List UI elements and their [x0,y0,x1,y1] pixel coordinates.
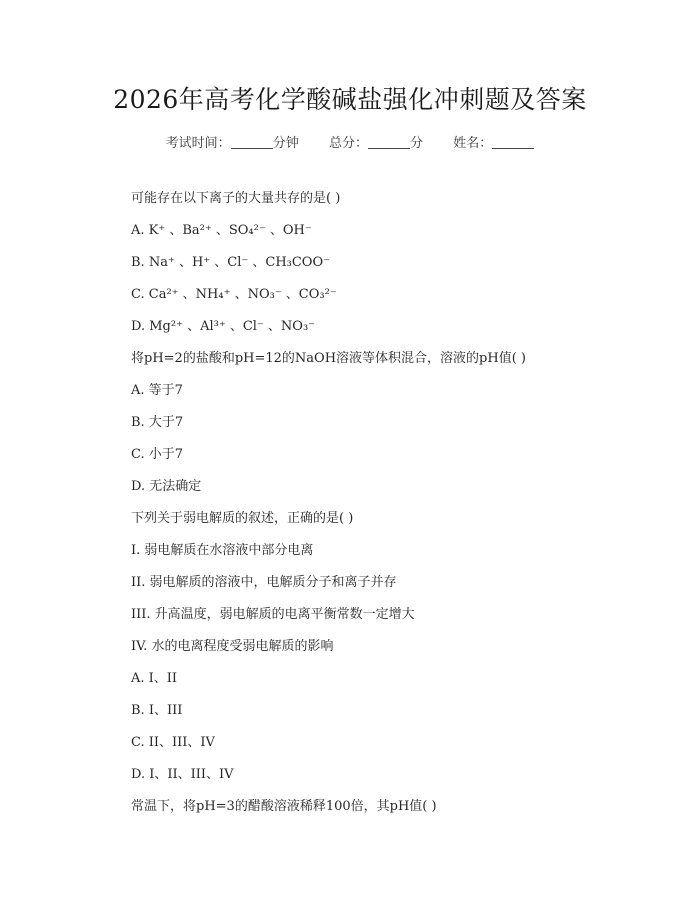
time-label: 考试时间： [165,136,231,151]
question-3-statement-3: III. 升高温度，弱电解质的电离平衡常数一定增大 [131,607,415,622]
question-3-stem: 下列关于弱电解质的叙述，正确的是( ) [131,511,354,526]
question-3-statement-4: IV. 水的电离程度受弱电解质的影响 [131,639,334,654]
page-title: 2026年高考化学酸碱盐强化冲刺题及答案 [113,85,587,114]
score-blank [368,138,410,149]
time-unit: 分钟 [272,136,299,151]
question-3-statement-1: I. 弱电解质在水溶液中部分电离 [131,543,314,558]
question-2-stem: 将pH=2的盐酸和pH=12的NaOH溶液等体积混合，溶液的pH值( ) [131,351,526,366]
time-blank [231,138,273,149]
question-3-option-a: A. I、II [131,671,178,686]
question-1-option-c: C. Ca²⁺ 、NH₄⁺ 、NO₃⁻ 、CO₃²⁻ [131,287,337,302]
name-blank [492,138,534,149]
question-2-option-d: D. 无法确定 [131,479,202,494]
question-4-stem: 常温下，将pH=3的醋酸溶液稀释100倍，其pH值( ) [131,799,437,814]
name-label: 姓名： [453,136,493,151]
score-unit: 分 [410,136,424,151]
question-1-stem: 可能存在以下离子的大量共存的是( ) [131,191,341,206]
question-2-option-b: B. 大于7 [131,415,184,430]
score-label: 总分： [328,136,368,151]
question-3-statement-2: II. 弱电解质的溶液中，电解质分子和离子并存 [131,575,397,590]
exam-meta [0,132,700,151]
question-2-option-c: C. 小于7 [131,447,184,462]
question-1-option-b: B. Na⁺ 、H⁺ 、Cl⁻ 、CH₃COO⁻ [131,255,330,270]
question-3-option-c: C. II、III、IV [131,735,215,750]
question-1-option-a: A. K⁺ 、Ba²⁺ 、SO₄²⁻ 、OH⁻ [131,223,312,238]
question-3-option-b: B. I、III [131,703,183,718]
question-1-option-d: D. Mg²⁺ 、Al³⁺ 、Cl⁻ 、NO₃⁻ [131,319,316,334]
question-2-option-a: A. 等于7 [131,383,183,398]
question-3-option-d: D. I、II、III、IV [131,767,234,782]
